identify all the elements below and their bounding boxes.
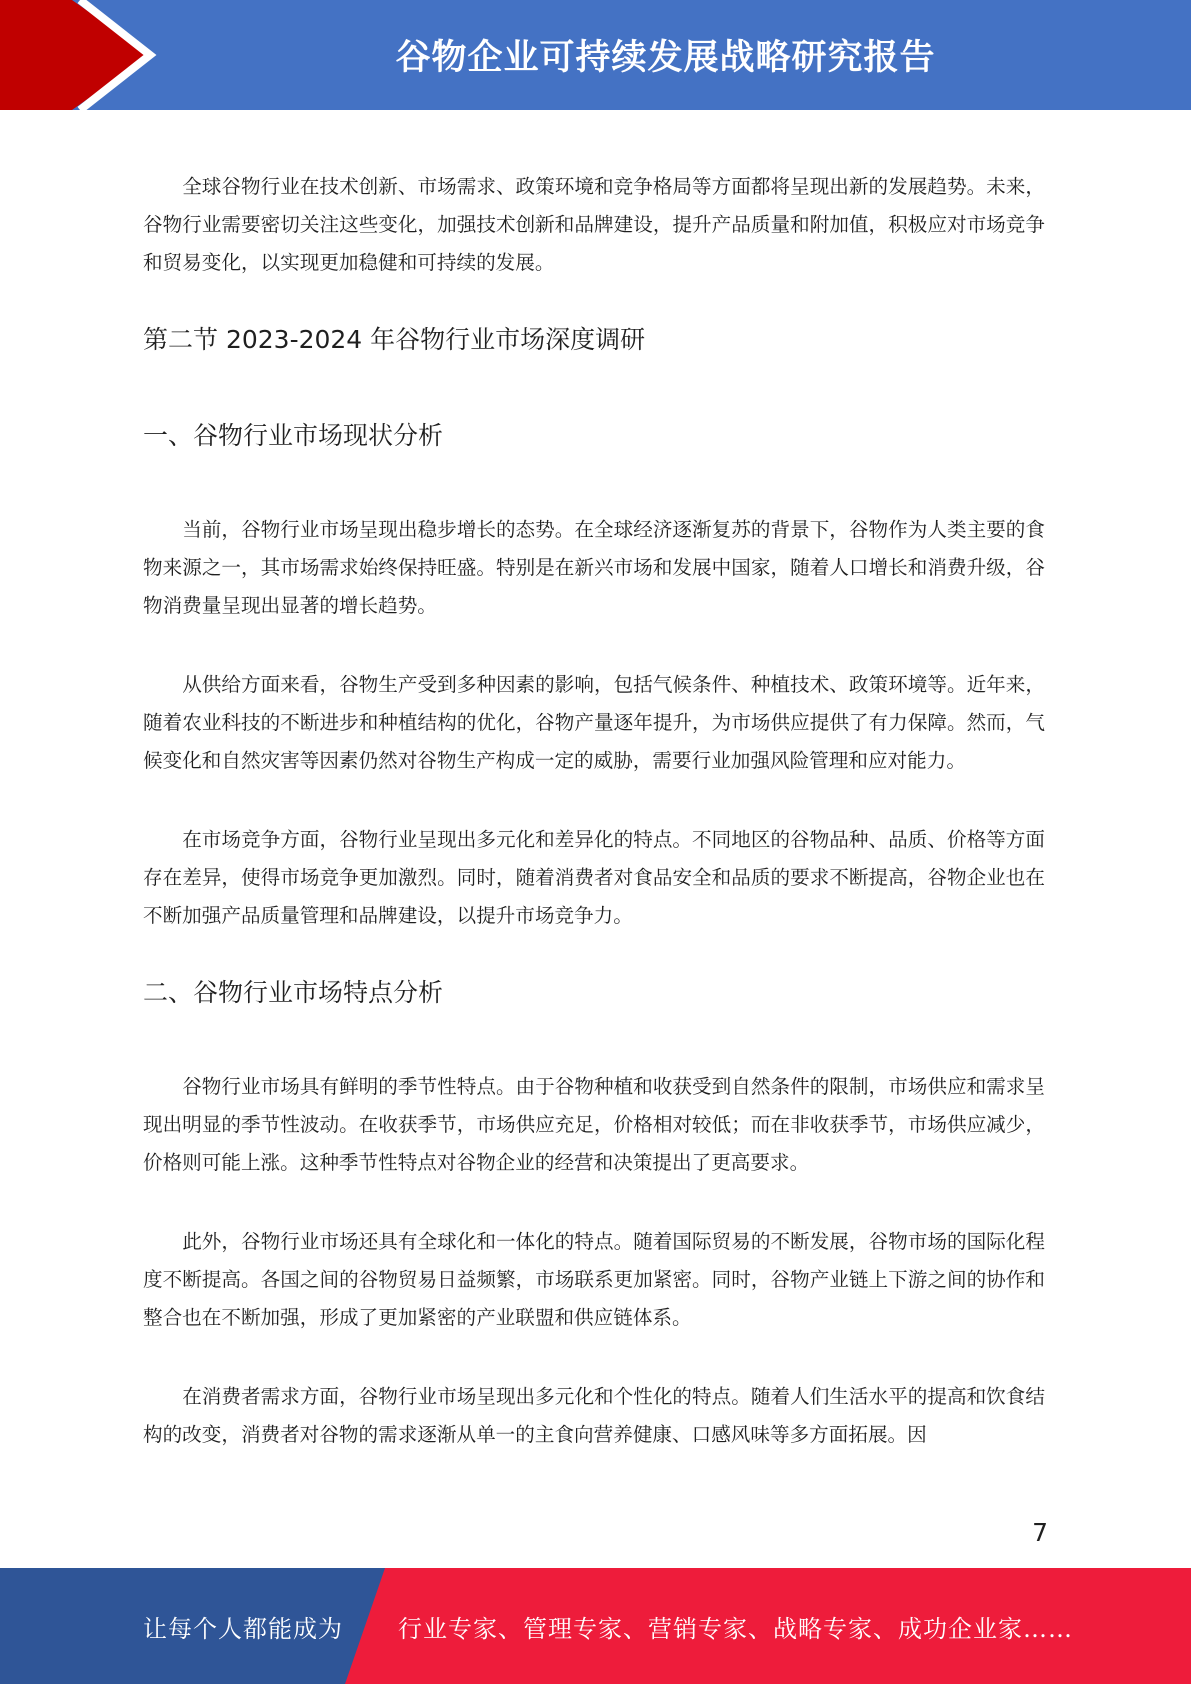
page-number: 7 [1032, 1518, 1048, 1547]
section-heading: 第二节 2023-2024 年谷物行业市场深度调研 [143, 325, 646, 354]
header-arrow-decoration [0, 0, 160, 110]
body-paragraph: 从供给方面来看，谷物生产受到多种因素的影响，包括气候条件、种植技术、政策环境等。近年来，随着农业科技的不断进步和种植结构的优化，谷物产量逐年提升，为市场供应提供了有力保障。然而，气候变化和自然灾害等因素仍然对谷物生产构成一定的威胁，需要行业加强风险管理和应对能力。 [143, 673, 1045, 772]
body-paragraph: 此外，谷物行业市场还具有全球化和一体化的特点。随着国际贸易的不断发展，谷物市场的国际化程度不断提高。各国之间的谷物贸易日益频繁，市场联系更加紧密。同时，谷物产业链上下游之间的协作和整合也在不断加强，形成了更加紧密的产业联盟和供应链体系。 [143, 1230, 1045, 1329]
subsection-heading: 二、谷物行业市场特点分析 [143, 978, 444, 1007]
page-footer [0, 1568, 1191, 1684]
page-header [0, 0, 1191, 110]
footer-slogan-left: 让每个人都能成为 [143, 1614, 343, 1643]
subsection-heading: 一、谷物行业市场现状分析 [143, 421, 444, 450]
footer-slogan-right: 行业专家、管理专家、营销专家、战略专家、成功企业家…… [398, 1614, 1073, 1643]
body-paragraph: 在市场竞争方面，谷物行业呈现出多元化和差异化的特点。不同地区的谷物品种、品质、价格等方面存在差异，使得市场竞争更加激烈。同时，随着消费者对食品安全和品质的要求不断提高，谷物企业也在不断加强产品质量管理和品牌建设，以提升市场竞争力。 [143, 828, 1045, 927]
intro-paragraph: 全球谷物行业在技术创新、市场需求、政策环境和竞争格局等方面都将呈现出新的发展趋势。未来，谷物行业需要密切关注这些变化，加强技术创新和品牌建设，提升产品质量和附加值，积极应对市场竞争和贸易变化，以实现更加稳健和可持续的发展。 [143, 175, 1045, 274]
body-paragraph: 谷物行业市场具有鲜明的季节性特点。由于谷物种植和收获受到自然条件的限制，市场供应和需求呈现出明显的季节性波动。在收获季节，市场供应充足，价格相对较低；而在非收获季节，市场供应减少，价格则可能上涨。这种季节性特点对谷物企业的经营和决策提出了更高要求。 [143, 1075, 1045, 1174]
body-paragraph: 在消费者需求方面，谷物行业市场呈现出多元化和个性化的特点。随着人们生活水平的提高和饮食结构的改变，消费者对谷物的需求逐渐从单一的主食向营养健康、口感风味等多方面拓展。因 [143, 1385, 1045, 1446]
body-paragraph: 当前，谷物行业市场呈现出稳步增长的态势。在全球经济逐渐复苏的背景下，谷物作为人类主要的食物来源之一，其市场需求始终保持旺盛。特别是在新兴市场和发展中国家，随着人口增长和消费升级，谷物消费量呈现出显著的增长趋势。 [143, 518, 1045, 617]
header-title: 谷物企业可持续发展战略研究报告 [395, 38, 936, 78]
page-content [143, 168, 1045, 1495]
